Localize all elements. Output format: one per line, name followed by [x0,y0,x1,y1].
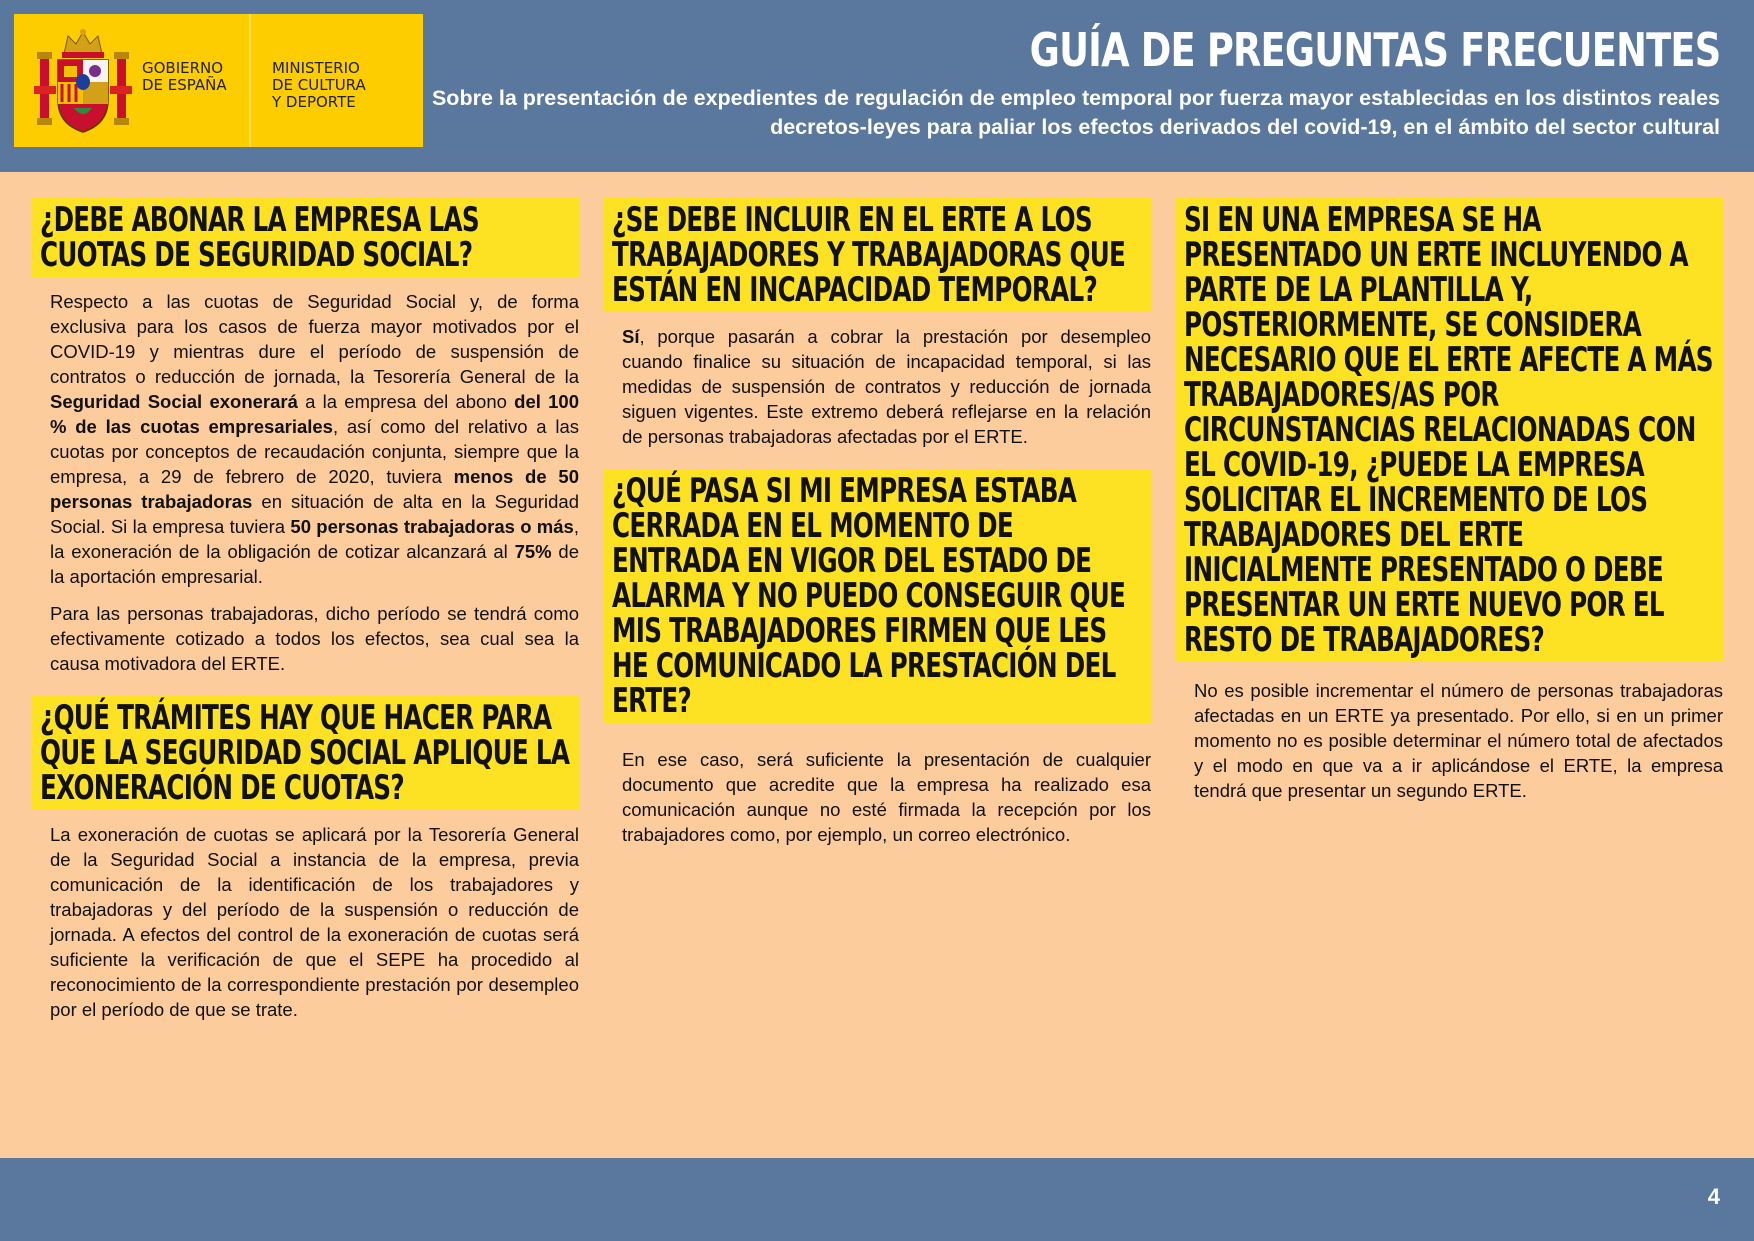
question-box [1175,198,1723,662]
answer-paragraph: La exoneración de cuotas se aplicará por la Tesorería General de la Seguridad Social a instancia de la empresa, previa comunicación de la identificación de los trabajadores y trabajadoras y del período de la suspensión o reducción de jornada. A efectos del control de la exoneración de cuotas será suficiente la verificación de que el SEPE ha procedido al reconocimiento de la correspondiente prestación por desempleo por el período de que se trate. [50,824,579,1020]
ministry-name: MINISTERIO DE CULTURA Y DEPORTE [272,59,366,111]
answer-block [603,747,1151,847]
question-heading: ¿QUÉ PASA SI MI EMPRESA ESTABA CERRADA EN EL MOMENTO DE ENTRADA EN VIGOR DEL ESTADO DE ALARMA Y NO PUEDO CONSEGUIR QUE MIS TRABAJADORES FIRMEN QUE LES HE COMUNICADO LA PRESTACIÓN DEL ERTE? [612,471,1126,721]
question-box [603,469,1151,723]
document-subtitle: Sobre la presentación de expedientes de regulación de empleo temporal por fuerza mayor establecidas en los distintos reales decretos-leyes para paliar los efectos derivados del covid-19, en el ámbito del sector cultural [431,86,1720,139]
answer-block [1175,678,1723,803]
answer-paragraph: No es posible incrementar el número de personas trabajadoras afectadas en un ERTE ya presentado. Por ello, si en un primer momento no es posible determinar el número total de afectados y el modo en que va a ir aplicándose el ERTE, la empresa tendrá que presentar un segundo ERTE. [1194,680,1723,801]
answer-paragraph: Respecto a las cuotas de Seguridad Social y, de forma exclusiva para los casos de fuerza mayor motivados por el COVID-19 y mientras dure el período de suspensión de contratos o reducción de jornada, la Tesorería General de la Seguridad Social exonerará a la empresa del abono del 100 % de las cuotas empresariales, así como del relativo a las cuotas por conceptos de recaudación conjunta, siempre que la empresa, a 29 de febrero de 2020, tuviera menos de 50 personas trabajadoras en situación de alta en la Seguridad Social. Si la empresa tuviera 50 personas trabajadoras o más, la exoneración de la obligación de cotizar alcanzará al 75% de la aportación empresarial. [50,291,580,587]
question-heading: ¿QUÉ TRÁMITES HAY QUE HACER PARA QUE LA SEGURIDAD SOCIAL APLIQUE LA EXONERACIÓN DE CUOTAS? [40,698,570,808]
answer-paragraph: En ese caso, será suficiente la presentación de cualquier documento que acredite que la empresa ha realizado esa comunicación aunque no esté firmada la recepción por los trabajadores como, por ejemplo, un correo electrónico. [622,749,1151,845]
column-right [1175,198,1723,823]
answer-block [31,289,579,676]
page-header [0,0,1754,172]
page-footer [0,1158,1754,1241]
question-heading: SI EN UNA EMPRESA SE HA PRESENTADO UN ERTE INCLUYENDO A PARTE DE LA PLANTILLA Y, POSTERIORMENTE, SE CONSIDERA NECESARIO QUE EL ERTE AFECTE A MÁS TRABAJADORES/AS POR CIRCUNSTANCIAS RELACIONADAS CON EL COVID-19, ¿PUEDE LA EMPRESA SOLICITAR EL INCREMENTO DE LOS TRABAJADORES DEL ERTE INICIALMENTE PRESENTADO O DEBE PRESENTAR UN ERTE NUEVO POR EL RESTO DE TRABAJADORES? [1184,200,1713,660]
column-left [31,198,579,1042]
question-heading: ¿DEBE ABONAR LA EMPRESA LAS CUOTAS DE SEGURIDAD SOCIAL? [40,200,479,275]
answer-block [31,822,579,1022]
document-title: GUÍA DE PREGUNTAS FRECUENTES [1029,23,1720,77]
column-middle [603,198,1151,867]
answer-block [603,324,1151,449]
page-number: 4 [1707,1184,1720,1209]
coat-of-arms-icon [34,28,132,136]
question-box [603,198,1151,312]
answer-paragraph: Sí, porque pasarán a cobrar la prestación por desempleo cuando finalice su situación de incapacidad temporal, si las medidas de suspensión de contratos y reducción de jornada siguen vigentes. Este extremo deberá reflejarse en la relación de personas trabajadoras afectadas por el ERTE. [622,326,1151,447]
question-box [31,696,579,810]
government-name: GOBIERNO DE ESPAÑA [142,59,227,94]
answer-paragraph: Para las personas trabajadoras, dicho período se tendrá como efectivamente cotizado a todos los efectos, sea cual sea la causa motivadora del ERTE. [50,603,579,674]
question-box [31,198,579,277]
question-heading: ¿SE DEBE INCLUIR EN EL ERTE A LOS TRABAJADORES Y TRABAJADORAS QUE ESTÁN EN INCAPACIDAD TEMPORAL? [612,200,1126,310]
government-logo [14,14,423,147]
logo-divider [249,14,251,147]
